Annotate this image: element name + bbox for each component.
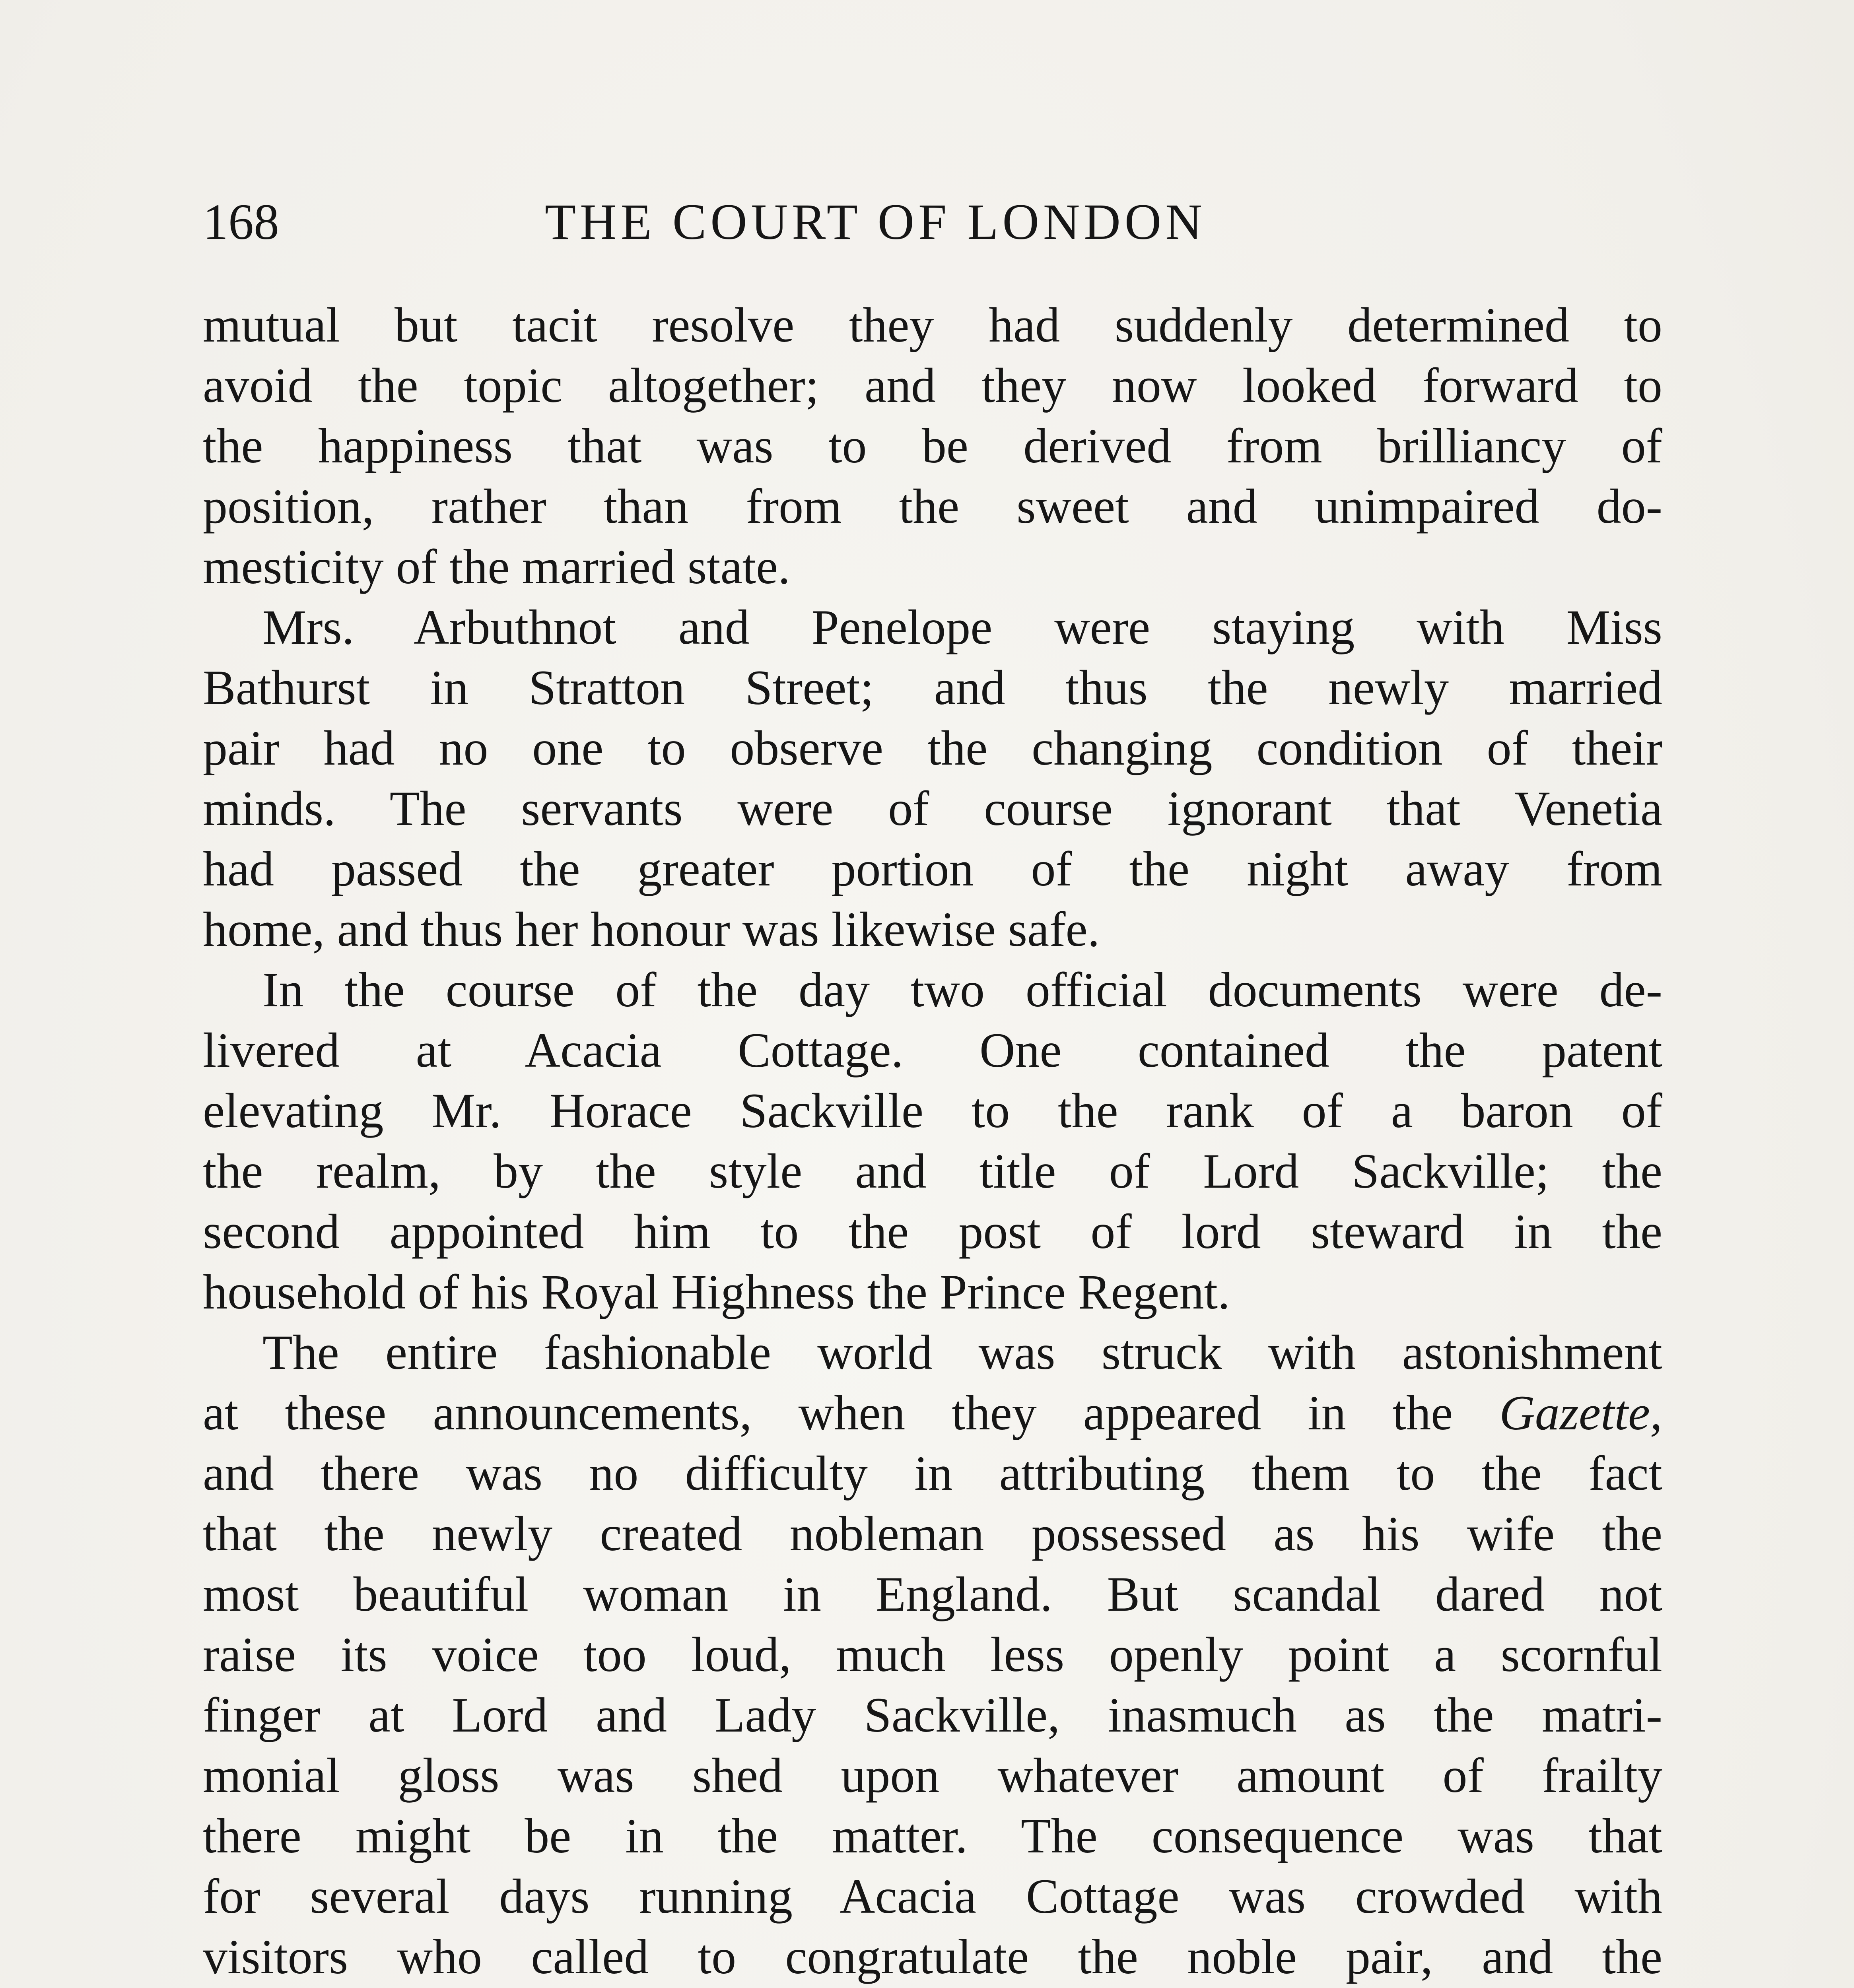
paragraph-2 [203,597,1662,960]
text-line: livered at Acacia Cottage. One contained the patent [203,1023,1662,1077]
text-line: visitors who called to congratulate the noble pair, and the [203,1930,1662,1984]
text-line: there might be in the matter. The consequence was that [203,1809,1662,1863]
text-line: household of his Royal Highness the Prince Regent. [203,1265,1230,1319]
text-line: The entire fashionable world was struck with astonishment [262,1325,1662,1380]
text-line: mesticity of the married state. [203,540,791,594]
text-line [203,1383,1662,1443]
body-text [203,295,1662,1988]
text-line: monial gloss was shed upon whatever amount of frailty [203,1748,1662,1803]
text-line: Bathurst in Stratton Street; and thus the newly married [203,660,1662,715]
gazette-italic: Gazette, [1499,1386,1662,1440]
text-line: avoid the topic altogether; and they now looked forward to [203,358,1662,413]
text-line: had passed the greater portion of the night away from [203,842,1662,896]
text-line: that the newly created nobleman possessed as his wife the [203,1507,1662,1561]
text-line: for several days running Acacia Cottage was crowded with [203,1869,1662,1924]
paragraph-1 [203,295,1662,597]
text-line: the realm, by the style and title of Lord Sackville; the [203,1144,1662,1198]
text-line: mutual but tacit resolve they had suddenly determined to [203,298,1662,352]
paragraph-4 [203,1322,1662,1988]
text-line: finger at Lord and Lady Sackville, inasmuch as the matri- [203,1688,1662,1742]
text-line: minds. The servants were of course ignorant that Venetia [203,781,1662,836]
text-line: the happiness that was to be derived from brilliancy of [203,419,1662,473]
text-line: and there was no difficulty in attributing them to the fact [203,1446,1662,1501]
text-line: position, rather than from the sweet and unimpaired do- [203,479,1662,534]
text-line: pair had no one to observe the changing condition of their [203,721,1662,775]
text-run: at these announcements, when they appeared in the [203,1386,1500,1440]
text-line: In the course of the day two official documents were de- [262,963,1662,1017]
text-line: second appointed him to the post of lord steward in the [203,1204,1662,1259]
running-head: THE COURT OF LONDON [545,194,1206,250]
text-line: raise its voice too loud, much less openly point a scornful [203,1627,1662,1682]
paragraph-3 [203,960,1662,1322]
text-line: Mrs. Arbuthnot and Penelope were staying with Miss [262,600,1662,654]
text-line: elevating Mr. Horace Sackville to the rank of a baron of [203,1083,1662,1138]
page-header [203,190,1658,254]
text-line: most beautiful woman in England. But scandal dared not [203,1567,1662,1621]
page-number: 168 [203,194,279,250]
text-line: home, and thus her honour was likewise safe. [203,902,1100,957]
